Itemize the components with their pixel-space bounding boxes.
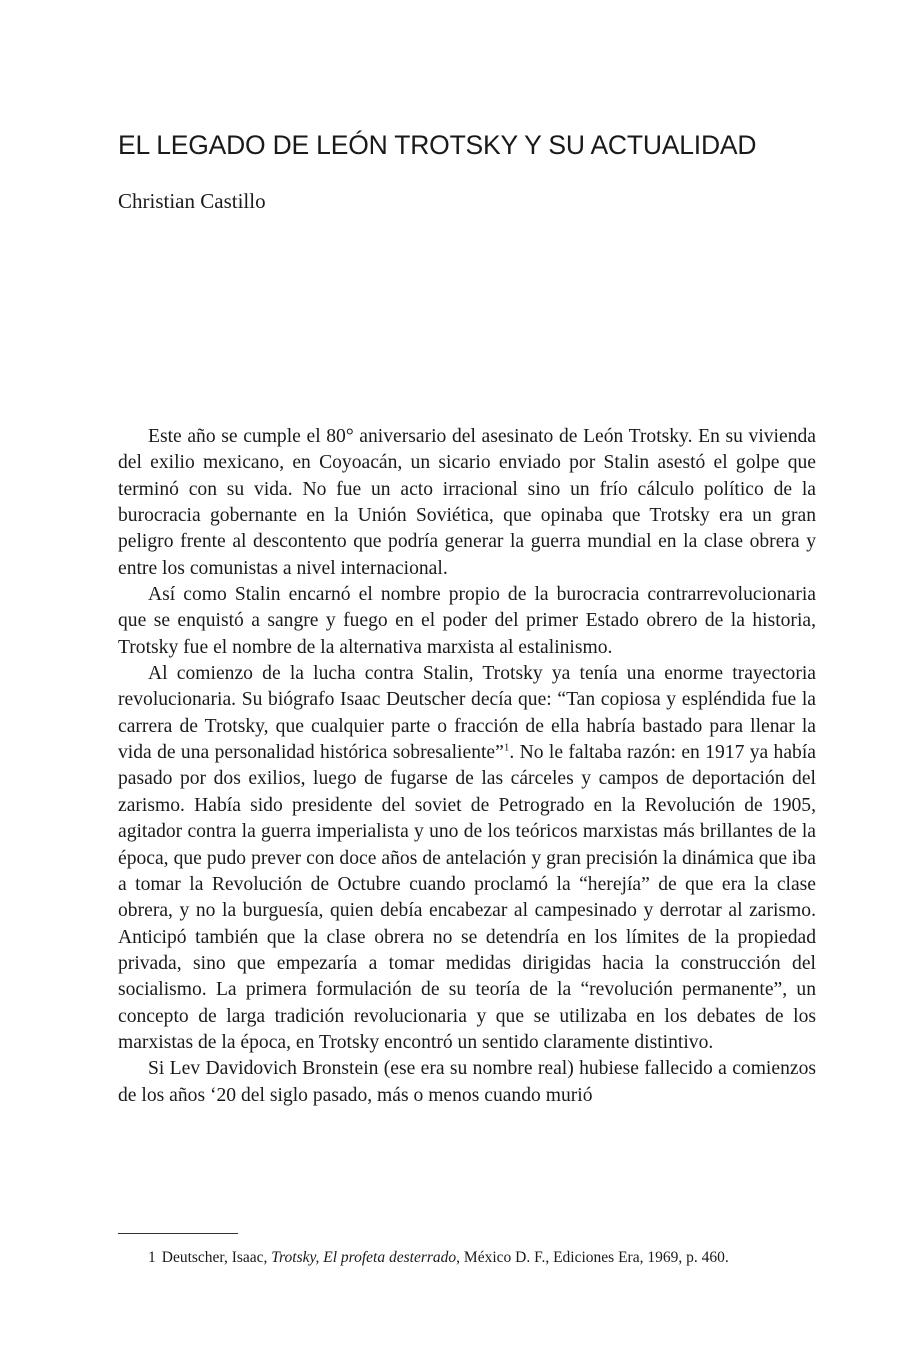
footnote-publication: , México D. F., Ediciones Era, 1969, p. 460. [456,1249,729,1266]
paragraph: Así como Stalin encarnó el nombre propio de la burocracia contrarrevolucionaria que se enquistó a sangre y fuego en el poder del primer Estado obrero de la historia, Trotsky fue el nombre de la alternativa marxista al estalinismo. [118,584,816,658]
footnote-number: 1 [148,1249,156,1266]
paragraph [118,661,816,1056]
footnote [118,1247,816,1269]
footnote-divider [118,1233,238,1234]
paragraph: Este año se cumple el 80° aniversario del asesinato de León Trotsky. En su vivienda del exilio mexicano, en Coyoacán, un sicario enviado por Stalin asestó el golpe que terminó con su vida. No fue un acto irracional sino un frío cálculo político de la burocracia gobernante en la Unión Soviética, que opinaba que Trotsky era un gran peligro frente al descontento que podría generar la guerra mundial en la clase obrera y entre los comunistas a nivel internacional. [118,426,816,579]
paragraph-text: Al comienzo de la lucha contra Stalin, Trotsky ya tenía una enorme trayectoria revolucionaria. Su biógrafo Isaac Deutscher decía que: “Tan copiosa y espléndida fue la carrera de Trotsky, que cualquier parte o fracción de ella habría bastado para llenar la vida de una personalidad histórica sobresaliente” [118,663,816,764]
body-text [118,424,816,1109]
footnote-reference: 1 [503,741,510,754]
footnote-work-title: Trotsky, El profeta desterrado [271,1249,457,1266]
footnote-author: Deutscher, Isaac, [161,1249,268,1266]
chapter-title: EL LEGADO DE LEÓN TROTSKY Y SU ACTUALIDAD [118,130,757,160]
paragraph: Si Lev Davidovich Bronstein (ese era su nombre real) hubiese fallecido a comienzos de los años ‘20 del siglo pasado, más o menos cuando murió [118,1058,816,1106]
author-name: Christian Castillo [118,189,266,213]
paragraph-text: . No le faltaba razón: en 1917 ya había pasado por dos exilios, luego de fugarse de las cárceles y campos de deportación del zarismo. Había sido presidente del soviet de Petrogrado en la Revolución de 1905, agitador contra la guerra imperialista y uno de los teóricos marxistas más brillantes de la época, que pudo prever con doce años de antelación y gran precisión la dinámica que iba a tomar la Revolución de Octubre cuando proclamó la “herejía” de que era la clase obrera, y no la burguesía, quien debía encabezar al campesinado y derrotar al zarismo. Anticipó también que la clase obrera no se detendría en los límites de la propiedad privada, sino que empezaría a tomar medidas dirigidas hacia la construcción del socialismo. La primera formulación de su teoría de la “revolución permanente”, un concepto de larga tradición revolucionaria y que se utilizaba en los debates de los marxistas de la época, en Trotsky encontró un sentido claramente distintivo. [118,742,816,1053]
